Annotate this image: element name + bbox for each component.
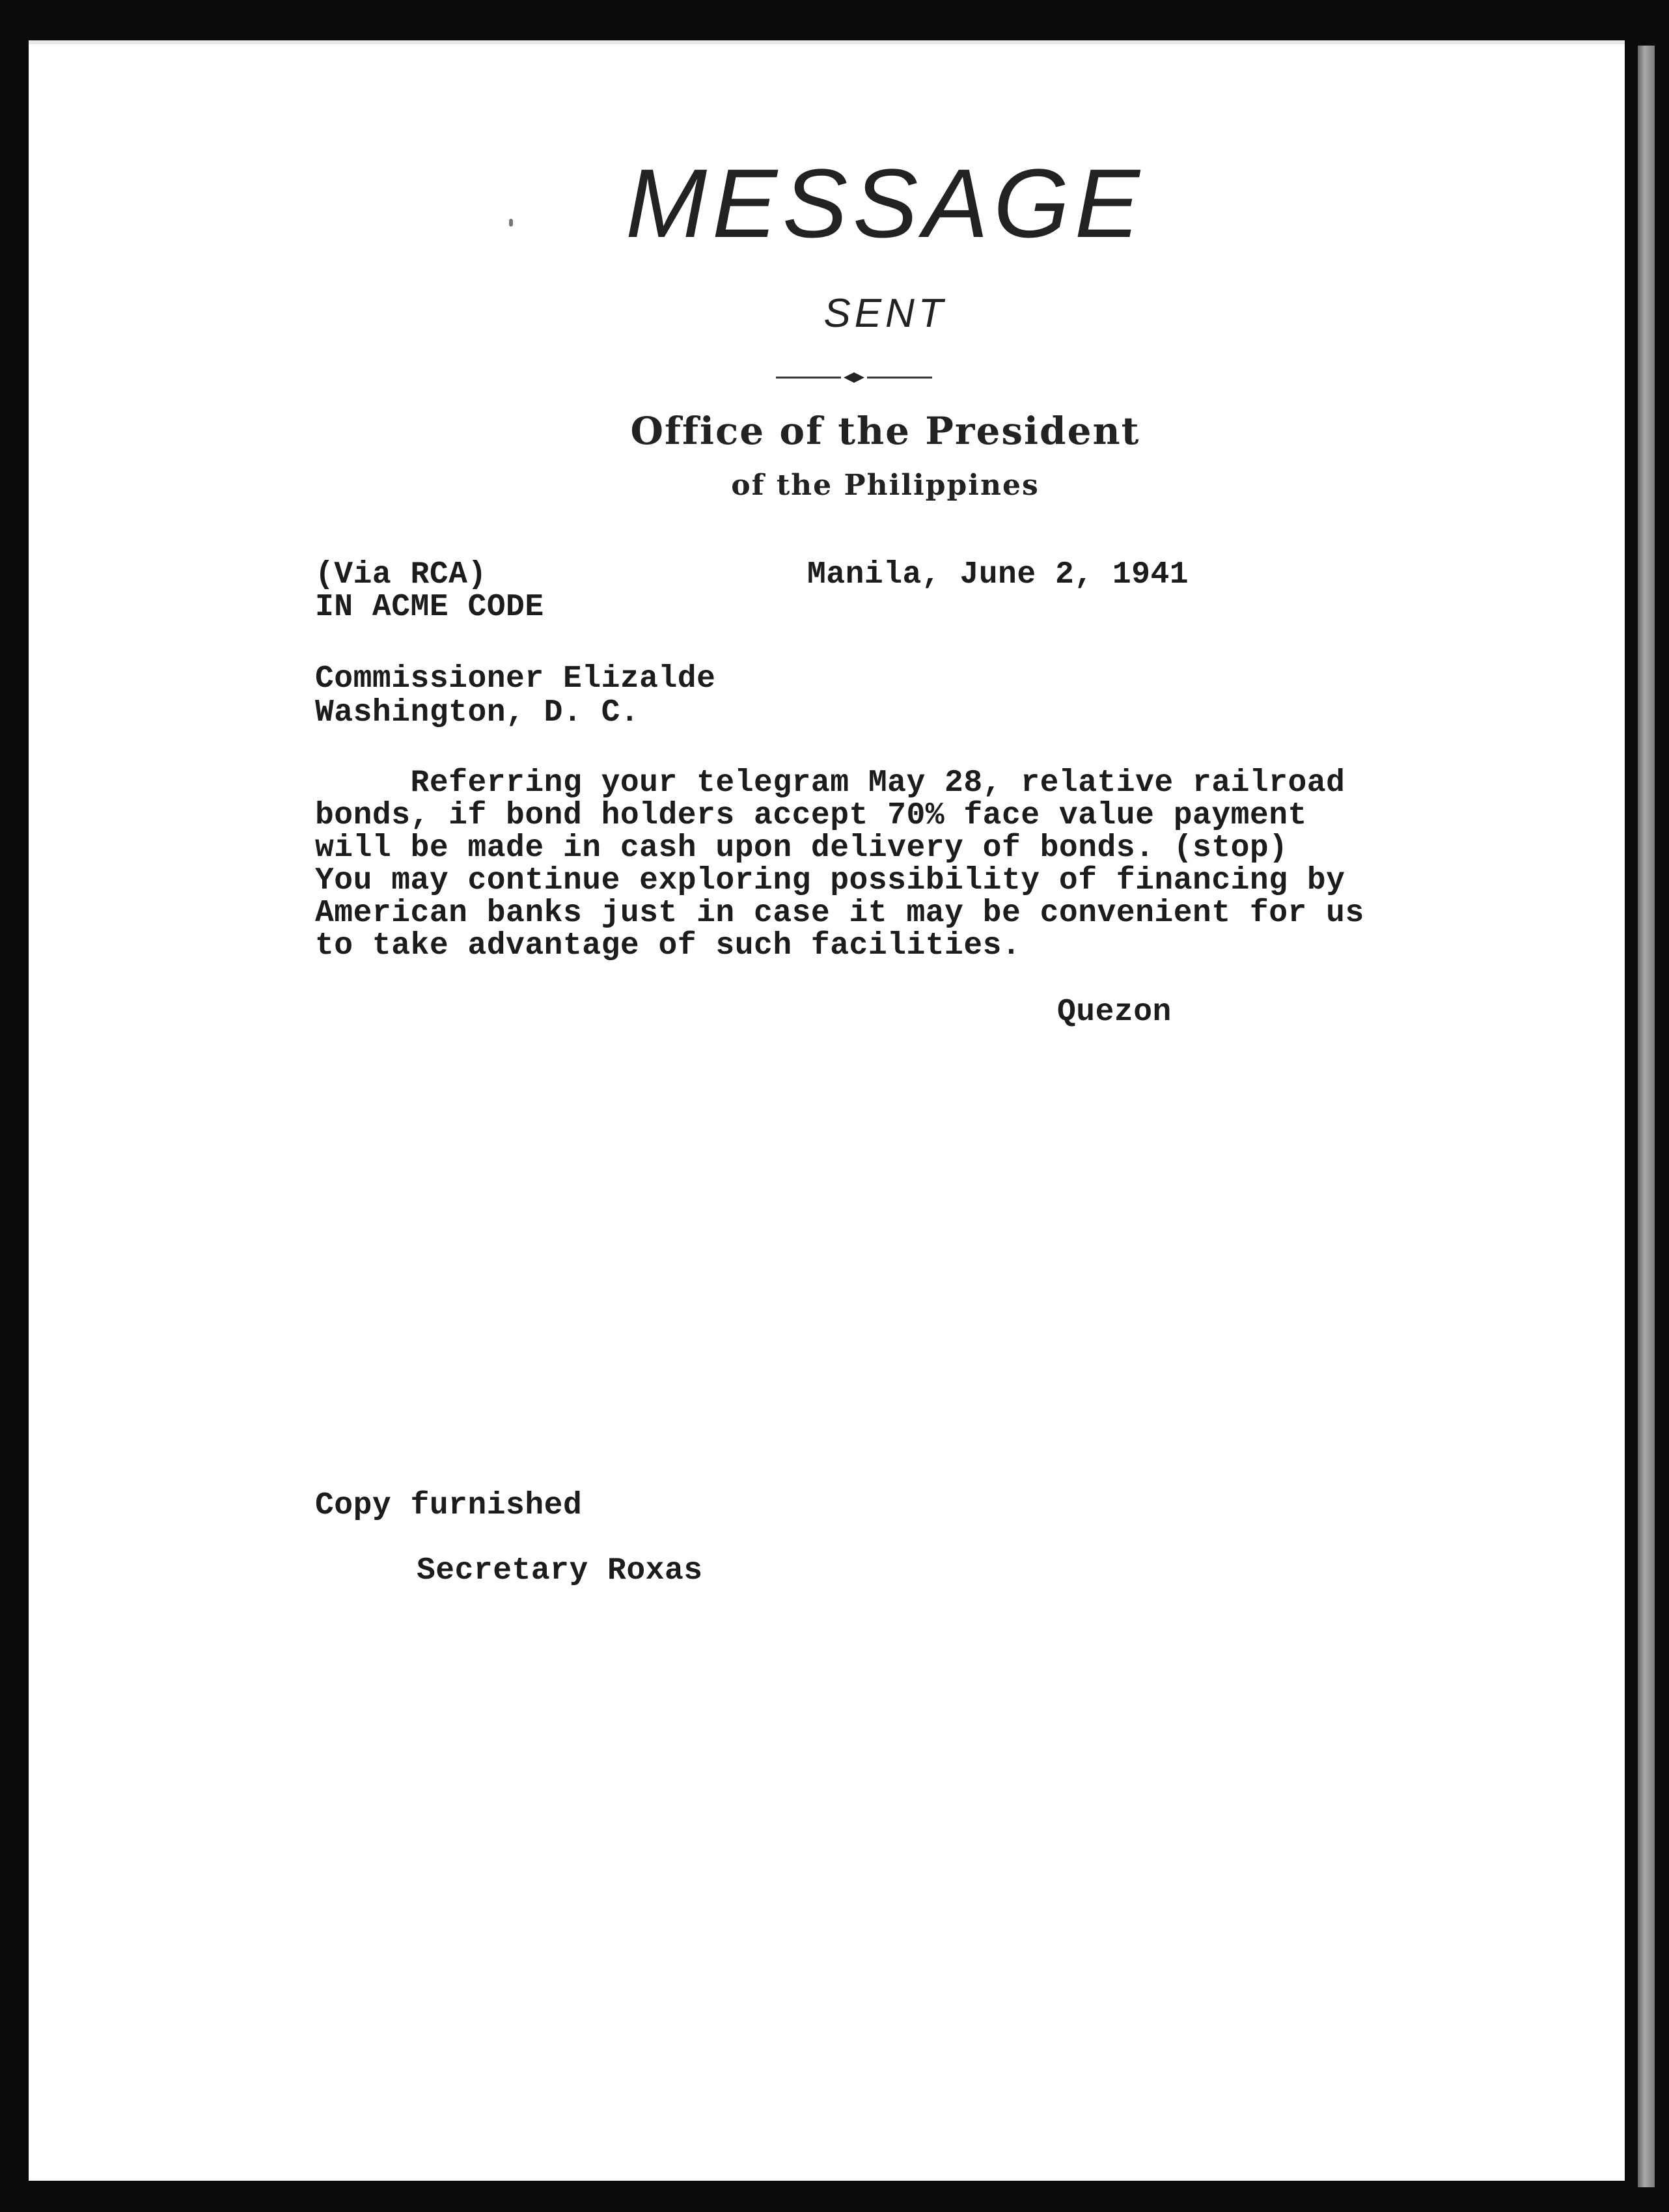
body-line: American banks just in case it may be convenient for us — [315, 896, 1364, 931]
ornament-divider-icon — [776, 370, 932, 385]
message-title: MESSAGE — [626, 148, 1145, 258]
copy-recipient: Secretary Roxas — [417, 1553, 703, 1588]
office-heading: Office of the President — [630, 409, 1140, 453]
body-line: will be made in cash upon delivery of bonds. (stop) — [315, 831, 1288, 866]
stacked-page-edges — [1638, 46, 1655, 2187]
copy-furnished-label: Copy furnished — [315, 1488, 583, 1523]
body-line: bonds, if bond holders accept 70% face value payment — [315, 798, 1307, 833]
addressee-city: Washington, D. C. — [315, 695, 640, 730]
via-line: (Via RCA) — [315, 557, 487, 592]
signature: Quezon — [1057, 995, 1172, 1030]
body-line: Referring your telegram May 28, relative railroad — [315, 766, 1345, 801]
message-sheet — [29, 40, 1625, 2181]
message-subtitle: SENT — [823, 291, 947, 336]
addressee-name: Commissioner Elizalde — [315, 661, 716, 697]
code-line: IN ACME CODE — [315, 590, 544, 625]
place-date: Manila, June 2, 1941 — [807, 557, 1189, 592]
office-subheading: of the Philippines — [731, 469, 1040, 502]
body-line: You may continue exploring possibility of financing by — [315, 863, 1345, 898]
body-line: to take advantage of such facilities. — [315, 928, 1021, 963]
